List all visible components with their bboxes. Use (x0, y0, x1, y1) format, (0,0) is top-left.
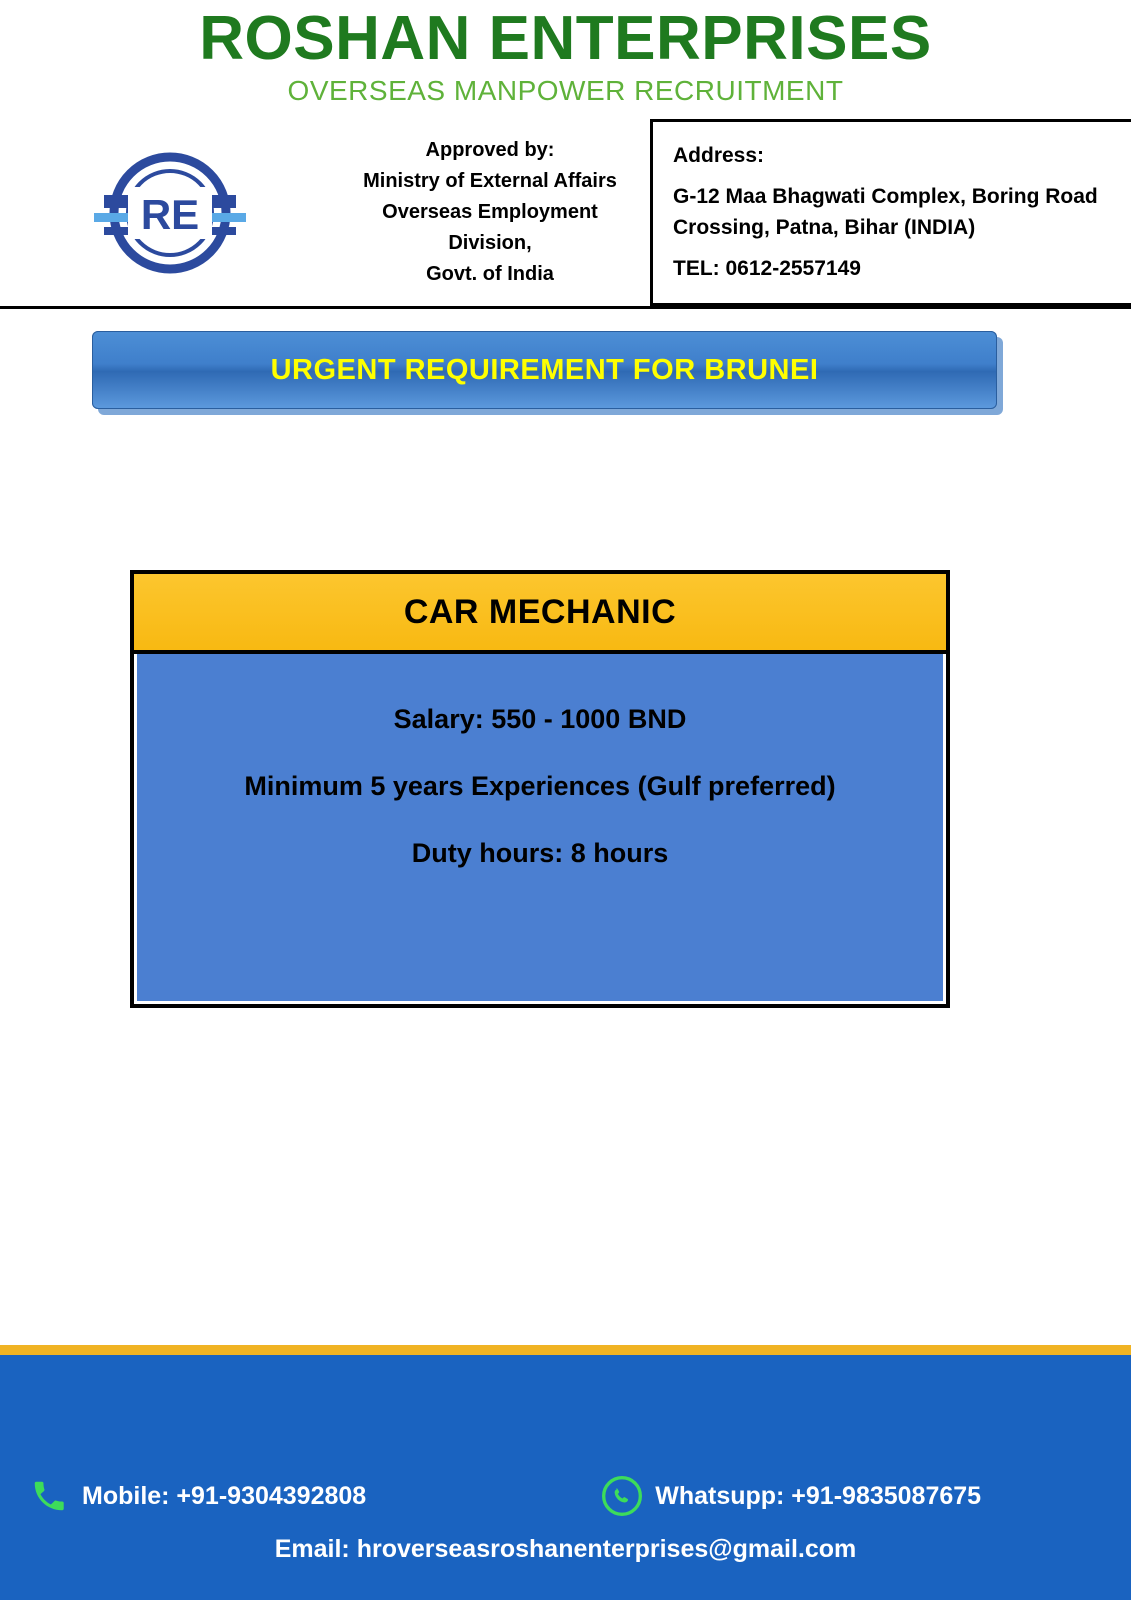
approved-ministry: Ministry of External Affairs (363, 170, 617, 193)
job-detail-experience: Minimum 5 years Experiences (Gulf preferred) (244, 771, 836, 801)
logo-cell (0, 119, 340, 306)
banner-body (92, 331, 997, 409)
address-label: Address: (673, 144, 765, 168)
company-tagline: OVERSEAS MANPOWER RECRUITMENT (287, 75, 844, 107)
banner-text: URGENT REQUIREMENT FOR BRUNEI (270, 353, 819, 386)
footer-divider (0, 1345, 1131, 1355)
contact-whatsapp-text: Whatsupp: +91-9835087675 (655, 1481, 982, 1510)
svg-text:RE: RE (140, 190, 200, 238)
job-details (134, 654, 946, 1004)
job-card (130, 570, 950, 1008)
address-block (650, 119, 1131, 306)
approval-block (340, 119, 640, 306)
header-info-row (0, 119, 1131, 309)
telephone-text: TEL: 0612-2557149 (673, 257, 861, 281)
contact-email[interactable]: Email: hroverseasroshanenterprises@gmail.com (274, 1535, 857, 1563)
address-text: G-12 Maa Bhagwati Complex, Boring Road Crossing, Patna, Bihar (INDIA) (673, 185, 1098, 239)
contact-whatsapp[interactable] (601, 1475, 981, 1517)
phone-icon (28, 1475, 70, 1517)
letterhead (0, 0, 1131, 309)
footer-contacts (0, 1475, 1131, 1517)
job-title-bar (134, 574, 946, 654)
job-detail-duty-hours: Duty hours: 8 hours (411, 838, 669, 868)
footer (0, 1345, 1131, 1600)
job-detail-salary: Salary: 550 - 1000 BND (393, 704, 687, 734)
contact-mobile-text: Mobile: +91-9304392808 (82, 1481, 367, 1510)
contact-mobile[interactable] (28, 1475, 366, 1517)
company-logo-icon (70, 143, 270, 283)
whatsapp-icon (601, 1475, 643, 1517)
job-title: CAR MECHANIC (403, 592, 677, 631)
page-title: ROSHAN ENTERPRISES (199, 4, 932, 73)
approved-by-label: Approved by: (425, 139, 555, 162)
approved-govt: Govt. of India (426, 263, 554, 286)
urgent-requirement-banner (92, 331, 997, 409)
approved-division: Overseas Employment Division, (382, 201, 598, 255)
